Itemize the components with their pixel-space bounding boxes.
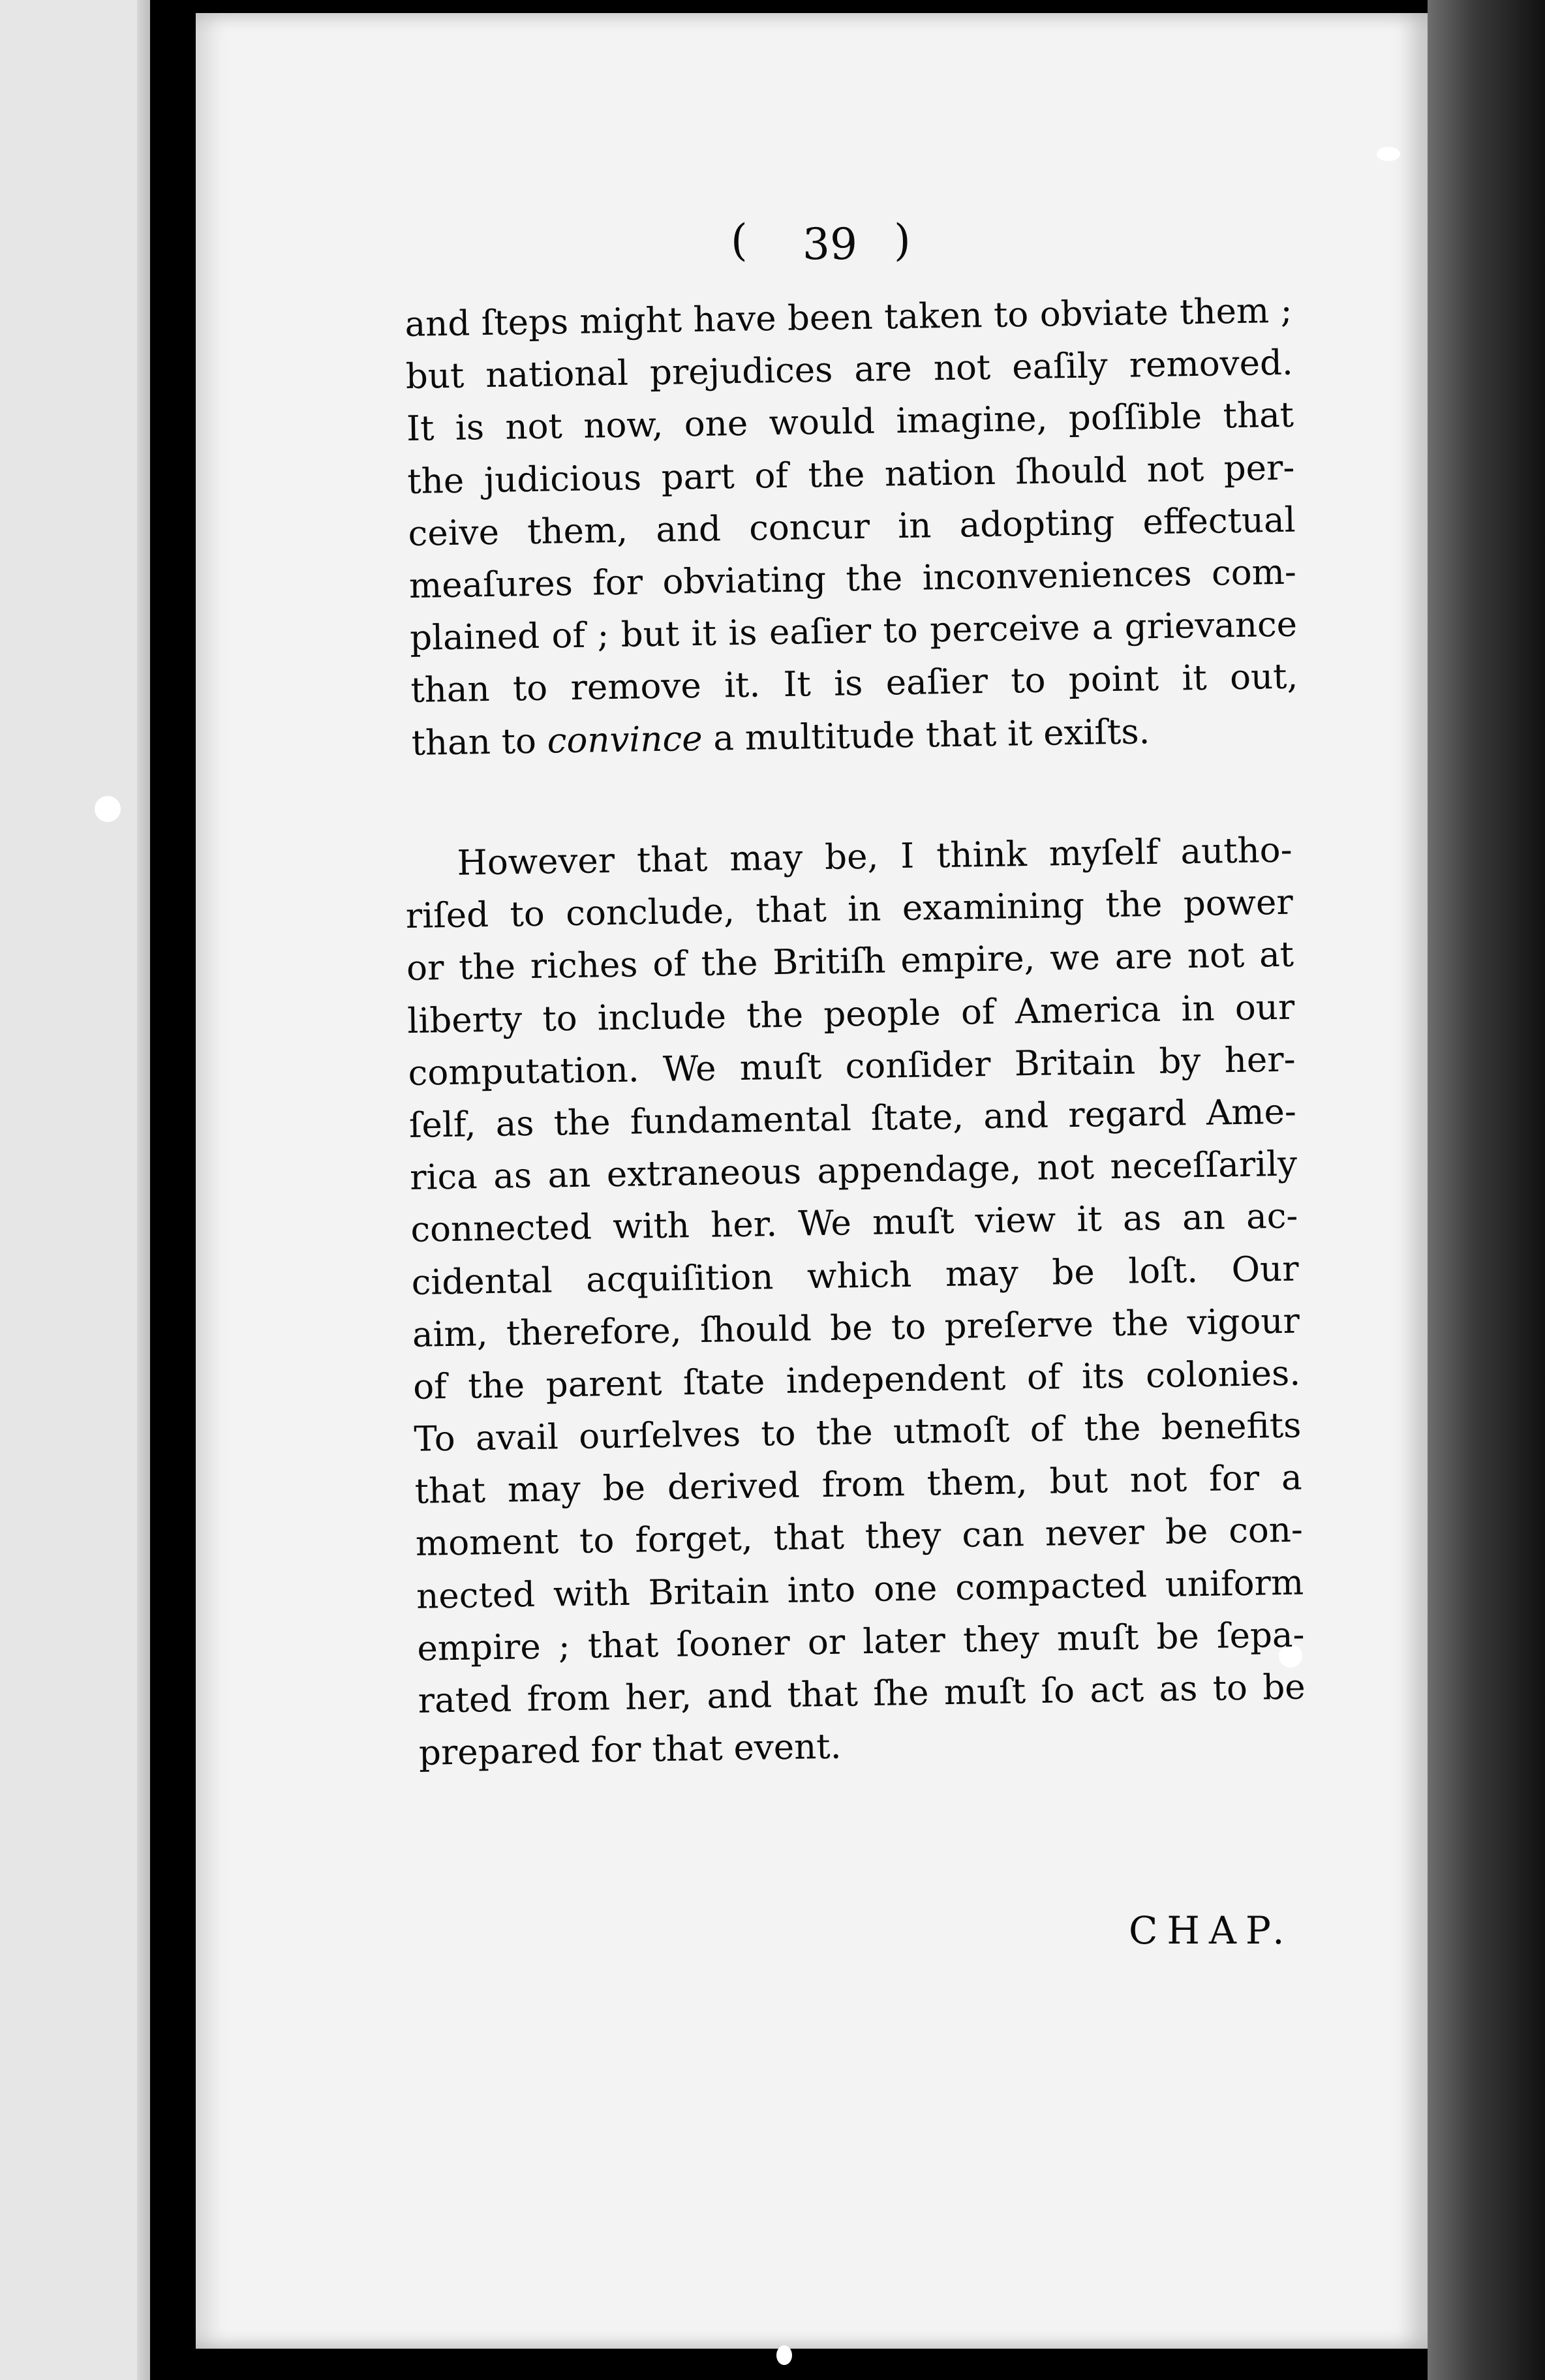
text-run: a multitude that it exiſts. [702,711,1150,759]
text-line: or the riches of the Britiſh empire, we are not at [406,934,1294,989]
text-line: nected with Britain into one compacted uniform [416,1563,1304,1617]
text-run: than to [411,721,548,763]
paper-speck [776,2345,792,2365]
text-line: liberty to include the people of America in our [406,987,1295,1041]
text-line: of the parent ſtate independent of its colonies. [412,1353,1301,1407]
page-number: 39 [803,219,857,269]
text-line: rica as an extraneous appendage, not neceſſarily [409,1144,1298,1198]
text-line: and ſteps might have been taken to obviate them ; [405,290,1293,344]
text-line: riſed to conclude, that in examining the power [405,882,1294,937]
text-line: ceive them, and concur in adopting effectual [408,500,1296,554]
paragraph-2 [405,825,1307,1780]
paragraph-1 [405,285,1299,770]
text-line: prepared for that event. [418,1726,842,1774]
text-line: but national prejudices are not eaſily removed. [405,343,1294,397]
text-line: plained of ; but it is eaſier to perceive a grievance [409,604,1298,659]
paper-speck [1377,147,1400,161]
catchword: CHAP. [1129,1908,1294,1953]
header-paren-right: ) [894,215,911,266]
page-edge-shadow [1428,0,1545,2380]
page-header [731,215,953,287]
text-line: empire ; that ſooner or later they muſt be ſepa- [417,1615,1305,1669]
text-line: rated from her, and that ſhe muſt ſo act as to be [418,1667,1306,1721]
text-line: the judicious part of the nation ſhould not per- [406,448,1295,502]
text-line: computation. We muſt conſider Britain by her- [408,1039,1296,1093]
previous-page-edge [0,0,150,2380]
text-line: connected with her. We muſt view it as an ac- [410,1196,1298,1251]
text-line: ſelf, as the fundamental ſtate, and regard Ame- [408,1091,1297,1146]
text-line: cidental acquiſition which may be loſt. Our [411,1249,1300,1303]
text-line: To avail ourſelves to the utmoſt of the benefits [413,1405,1302,1459]
italic-word: convince [547,718,703,761]
text-line: moment to forget, that they can never be con- [415,1510,1304,1564]
text-line: It is not now, one would imagine, poſſible that [406,395,1294,450]
text-line: However that may be, I think myſelf autho- [457,830,1293,883]
text-line: than to remove it. It is eaſier to point it out, [410,656,1298,711]
text-line: that may be derived from them, but not for a [414,1457,1303,1512]
text-line: aim, therefore, ſhould be to preſerve the vigour [412,1301,1300,1355]
header-paren-left: ( [731,215,748,266]
book-gutter [150,0,196,2380]
paper-speck [95,796,121,822]
text-line: meaſures for obviating the inconveniences com- [408,552,1297,606]
